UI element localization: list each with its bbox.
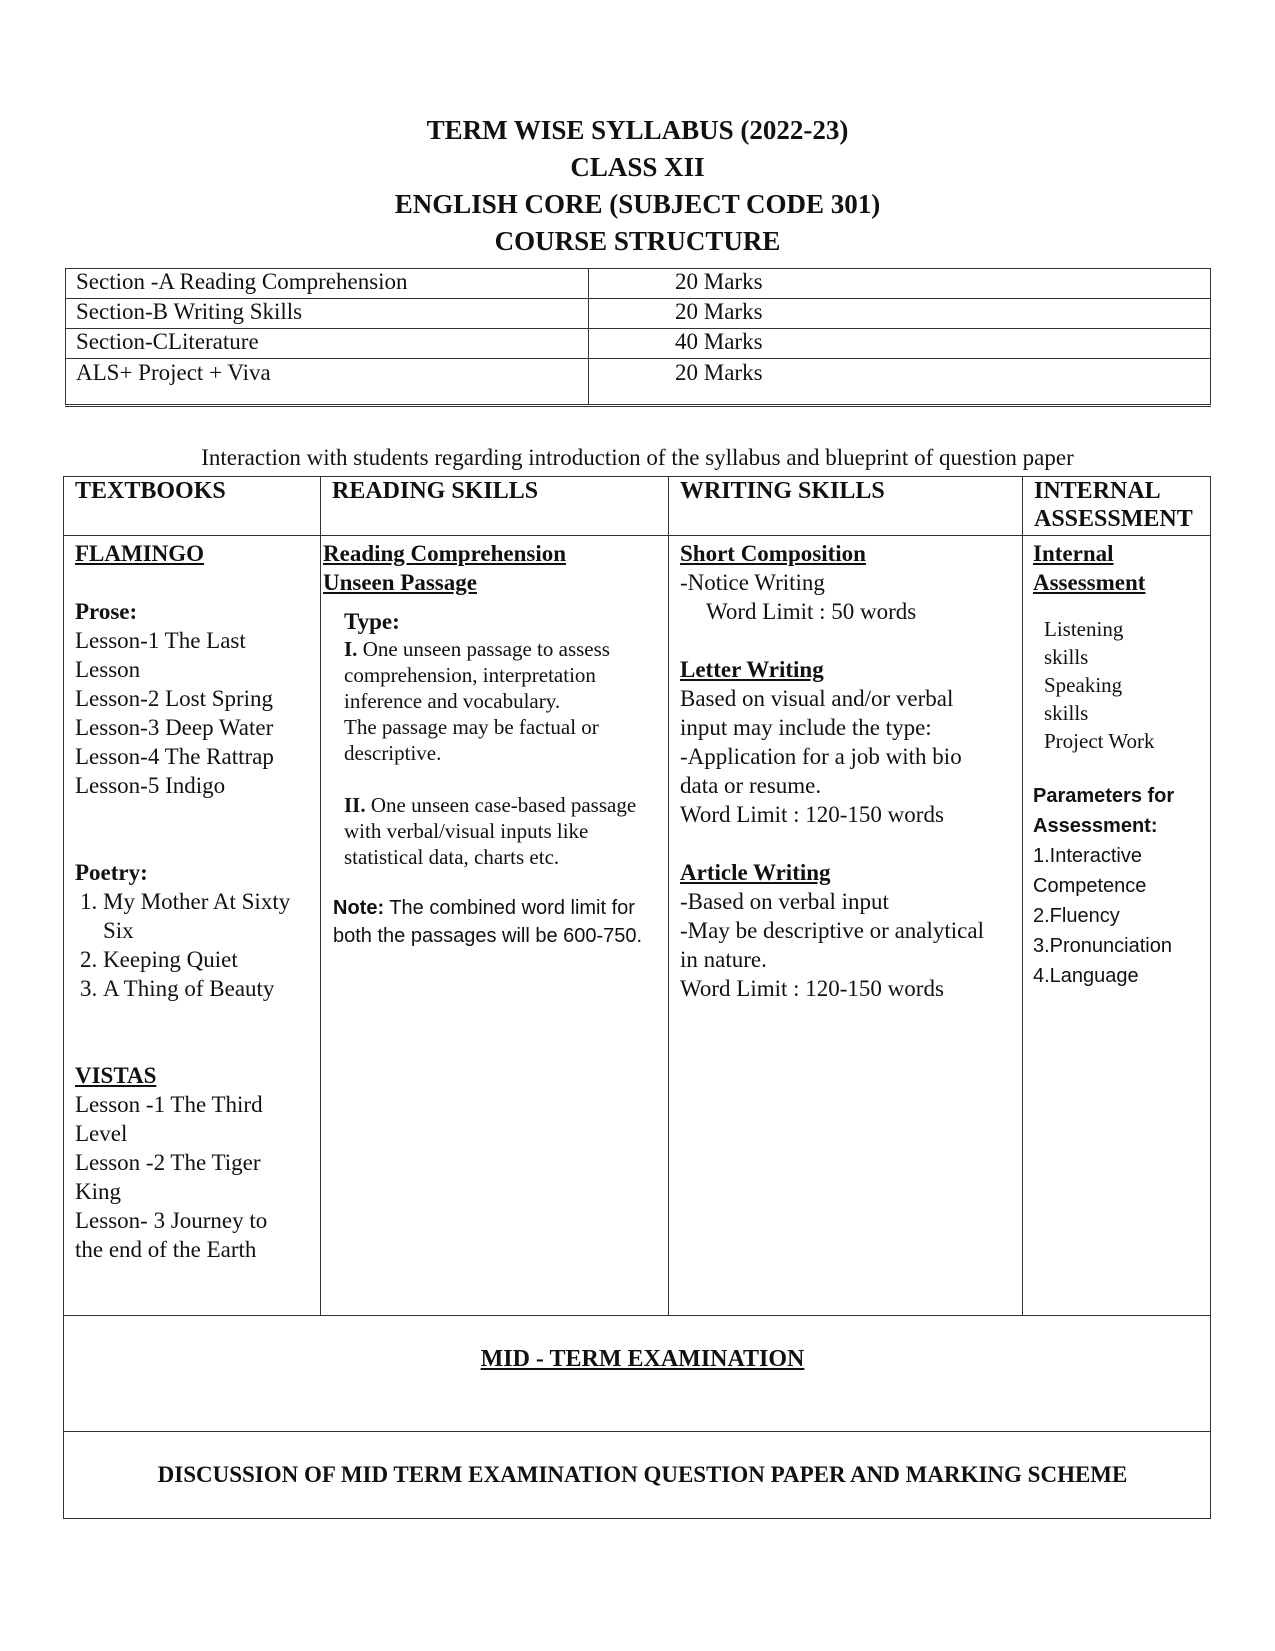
parameters-heading-2: Assessment: bbox=[1033, 815, 1158, 837]
table-row bbox=[64, 1316, 1211, 1432]
letter-writing-heading: Letter Writing bbox=[680, 657, 824, 682]
prose-label: Prose: bbox=[75, 599, 138, 624]
table-row bbox=[66, 269, 1211, 299]
list-item: in nature. bbox=[680, 947, 767, 972]
list-item: skills bbox=[1044, 701, 1089, 725]
list-item: Lesson-1 The Last bbox=[75, 628, 246, 653]
list-item: King bbox=[75, 1179, 121, 1204]
list-item: Speaking bbox=[1044, 673, 1123, 697]
list-item: skills bbox=[1044, 645, 1089, 669]
list-item: Level bbox=[75, 1121, 128, 1146]
passage-1-note: The passage may be factual or descriptive. bbox=[344, 715, 599, 765]
reading-heading-1: Reading Comprehension bbox=[323, 541, 567, 566]
document-title bbox=[0, 112, 1275, 260]
parameters-heading-1: Parameters for bbox=[1033, 785, 1175, 807]
flamingo-heading: FLAMINGO bbox=[75, 541, 205, 566]
short-composition-heading: Short Composition bbox=[680, 541, 866, 566]
title-line-4: COURSE STRUCTURE bbox=[494, 226, 781, 256]
list-item: Word Limit : 50 words bbox=[706, 599, 917, 624]
poetry-list bbox=[75, 887, 320, 1003]
title-line-1: TERM WISE SYLLABUS (2022-23) bbox=[426, 115, 849, 145]
title-line-3: ENGLISH CORE (SUBJECT CODE 301) bbox=[394, 189, 881, 219]
header-internal-line1: INTERNAL bbox=[1034, 478, 1161, 504]
list-item: input may include the type: bbox=[680, 715, 932, 740]
list-item: Lesson bbox=[75, 657, 141, 682]
list-item: -May be descriptive or analytical bbox=[680, 918, 984, 943]
poetry-label: Poetry: bbox=[75, 860, 148, 885]
marks-cell: 20 Marks bbox=[589, 269, 1211, 299]
internal-heading-1: Internal bbox=[1033, 541, 1114, 566]
word-limit-note bbox=[323, 870, 668, 950]
writing-cell bbox=[669, 536, 1023, 1316]
list-item: Lesson-2 Lost Spring bbox=[75, 686, 274, 711]
interaction-note: Interaction with students regarding introduction of the syllabus and blueprint of question paper bbox=[201, 445, 1074, 470]
reading-heading-2: Unseen Passage bbox=[323, 570, 477, 595]
list-item: Project Work bbox=[1044, 729, 1155, 753]
passage-2-text: One unseen case-based passage with verbal/visual inputs like statistical data, charts etc. bbox=[344, 793, 637, 869]
passage-2 bbox=[344, 792, 658, 870]
list-item: data or resume. bbox=[680, 773, 822, 798]
passage-1 bbox=[344, 636, 658, 714]
discussion-cell bbox=[64, 1432, 1211, 1519]
list-item: -Notice Writing bbox=[680, 570, 825, 595]
list-item: the end of the Earth bbox=[75, 1237, 257, 1262]
list-item: -Application for a job with bio bbox=[680, 744, 962, 769]
marks-cell: 20 Marks bbox=[589, 299, 1211, 329]
header-internal bbox=[1023, 477, 1211, 536]
internal-heading-2: Assessment bbox=[1033, 570, 1146, 595]
note-label: Note: bbox=[333, 897, 385, 919]
passage-1-text: One unseen passage to assess comprehension, interpretation inference and vocabulary. bbox=[344, 637, 610, 713]
mid-term-cell bbox=[64, 1316, 1211, 1432]
article-writing-heading: Article Writing bbox=[680, 860, 831, 885]
list-item: 3.Pronunciation bbox=[1033, 935, 1172, 957]
list-item: Lesson -1 The Third bbox=[75, 1092, 263, 1117]
list-item: Word Limit : 120-150 words bbox=[680, 976, 944, 1001]
table-row bbox=[64, 1432, 1211, 1519]
note-text: The combined word limit for both the passages will be 600-750. bbox=[333, 897, 643, 947]
header-writing: WRITING SKILLS bbox=[669, 477, 1023, 536]
title-line-2: CLASS XII bbox=[570, 152, 705, 182]
list-item: -Based on verbal input bbox=[680, 889, 889, 914]
discussion-text: DISCUSSION OF MID TERM EXAMINATION QUESTION PAPER AND MARKING SCHEME bbox=[157, 1462, 1128, 1487]
list-item: Lesson-5 Indigo bbox=[75, 773, 226, 798]
list-item: 3. A Thing of Beauty bbox=[103, 974, 320, 1003]
list-item: 1.Interactive bbox=[1033, 845, 1142, 867]
header-reading: READING SKILLS bbox=[321, 477, 669, 536]
section-cell: ALS+ Project + Viva bbox=[66, 359, 589, 406]
header-internal-line2: ASSESSMENT bbox=[1034, 506, 1193, 532]
passage-2-num: II. bbox=[344, 793, 366, 817]
table-row bbox=[64, 536, 1211, 1316]
syllabus-table bbox=[63, 476, 1211, 1519]
section-cell: Section -A Reading Comprehension bbox=[66, 269, 589, 299]
list-item: Lesson-3 Deep Water bbox=[75, 715, 274, 740]
list-item: Competence bbox=[1033, 875, 1147, 897]
table-row bbox=[66, 359, 1211, 406]
textbooks-cell bbox=[64, 536, 321, 1316]
header-textbooks: TEXTBOOKS bbox=[64, 477, 321, 536]
list-item: Based on visual and/or verbal bbox=[680, 686, 954, 711]
list-item: 1. My Mother At Sixty Six bbox=[103, 887, 320, 945]
passage-1-num: I. bbox=[344, 637, 358, 661]
internal-cell bbox=[1023, 536, 1211, 1316]
list-item: Lesson-4 The Rattrap bbox=[75, 744, 274, 769]
list-item: 2.Fluency bbox=[1033, 905, 1120, 927]
vistas-heading: VISTAS bbox=[75, 1063, 157, 1088]
table-header-row bbox=[64, 477, 1211, 536]
marks-cell: 20 Marks bbox=[589, 359, 1211, 406]
mid-term-heading: MID - TERM EXAMINATION bbox=[480, 1346, 805, 1372]
list-item: Lesson -2 The Tiger bbox=[75, 1150, 261, 1175]
marks-cell: 40 Marks bbox=[589, 329, 1211, 359]
course-structure-table bbox=[65, 268, 1211, 407]
section-cell: Section-B Writing Skills bbox=[66, 299, 589, 329]
list-item: 4.Language bbox=[1033, 965, 1139, 987]
table-row bbox=[66, 299, 1211, 329]
type-label: Type: bbox=[344, 609, 400, 634]
list-item: Lesson- 3 Journey to bbox=[75, 1208, 268, 1233]
list-item: Word Limit : 120-150 words bbox=[680, 802, 944, 827]
section-cell: Section-CLiterature bbox=[66, 329, 589, 359]
list-item: 2. Keeping Quiet bbox=[103, 945, 320, 974]
table-row bbox=[66, 329, 1211, 359]
reading-cell bbox=[321, 536, 669, 1316]
list-item: Listening bbox=[1044, 617, 1124, 641]
